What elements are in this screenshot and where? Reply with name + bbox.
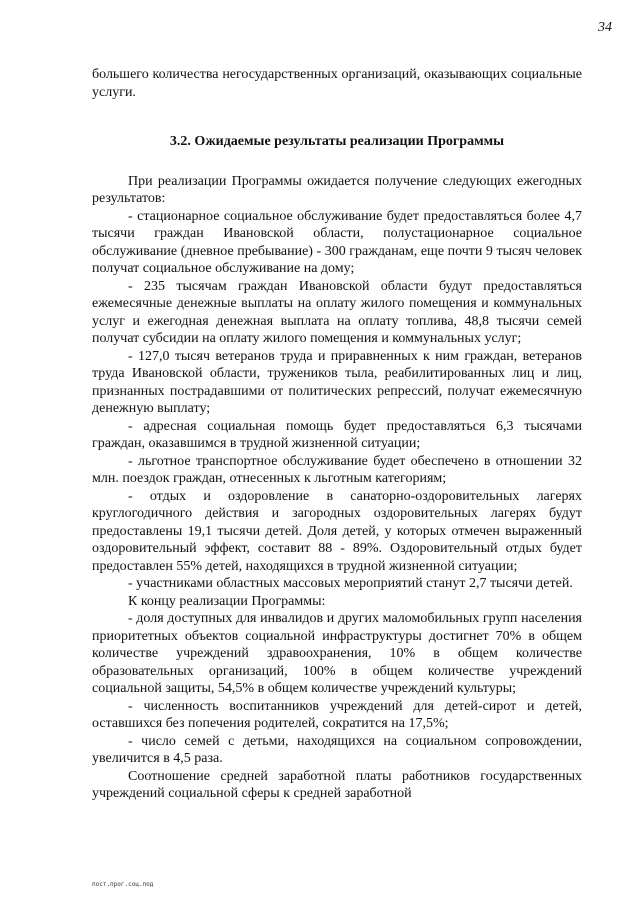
page-number: 34 <box>598 20 612 35</box>
paragraph: - адресная социальная помощь будет предоставляться 6,3 тысячами граждан, оказавшимся в трудной жизненной ситуации; <box>92 418 582 451</box>
paragraph: - доля доступных для инвалидов и других маломобильных групп населения приоритетных объектов социальной инфраструктуры достигнет 70% в общем количестве учреждений здравоохранения, 10% в общем количестве образовательных организаций, 100% в общем количестве учреждений социальной защиты, 54,5% в общем количестве учреждений культуры; <box>92 611 582 696</box>
document-body <box>92 66 582 803</box>
footer-filename: пост.прог.соц.под <box>92 881 154 888</box>
paragraph: - 235 тысячам граждан Ивановской области будут предоставляться ежемесячные денежные выплаты на оплату жилого помещения и коммунальных услуг и ежегодная денежная выплата на оплату топлива, 48,8 тысячи семей получат субсидии на оплату жилого помещения и коммунальных услуг; <box>92 278 582 346</box>
paragraph: При реализации Программы ожидается получение следующих ежегодных результатов: <box>92 173 582 206</box>
paragraph: К концу реализации Программы: <box>128 593 326 609</box>
paragraph: - участниками областных массовых мероприятий станут 2,7 тысячи детей. <box>128 576 573 591</box>
paragraph: - численность воспитанников учреждений для детей-сирот и детей, оставшихся без попечения родителей, сократится на 17,5%; <box>92 698 582 731</box>
section-heading: 3.2. Ожидаемые результаты реализации Программы <box>169 134 505 149</box>
paragraph: - отдых и оздоровление в санаторно-оздоровительных лагерях круглогодичного действия и загородных оздоровительных лагерях будут предоставлены 19,1 тысячи детей. Доля детей, у которых отмечен выраженный оздоровительный эффект, составит 88 - 89%. Оздоровительный отдых будет предоставлен 55% детей, находящихся в трудной жизненной ситуации; <box>92 488 582 574</box>
intro-paragraph: большего количества негосударственных организаций, оказывающих социальные услуги. <box>92 67 582 100</box>
paragraph: Соотношение средней заработной платы работников государственных учреждений социальной сферы к средней заработной <box>92 768 582 801</box>
paragraph: - число семей с детьми, находящихся на социальном сопровождении, увеличится в 4,5 раза. <box>92 733 582 766</box>
paragraph: - льготное транспортное обслуживание будет обеспечено в отношении 32 млн. поездок граждан, отнесенных к льготным категориям; <box>92 453 582 486</box>
paragraph: - стационарное социальное обслуживание будет предоставляться более 4,7 тысячи граждан Ивановской области, полустационарное социальное обслуживание (дневное пребывание) - 300 гражданам, еще почти 9 тысяч человек получат социальное обслуживание на дому; <box>92 208 582 276</box>
paragraph: - 127,0 тысяч ветеранов труда и приравненных к ним граждан, ветеранов труда Ивановской области, тружеников тыла, реабилитированных лиц и лиц, признанных пострадавшими от политических репрессий, получат ежемесячную денежную выплату; <box>92 348 582 416</box>
